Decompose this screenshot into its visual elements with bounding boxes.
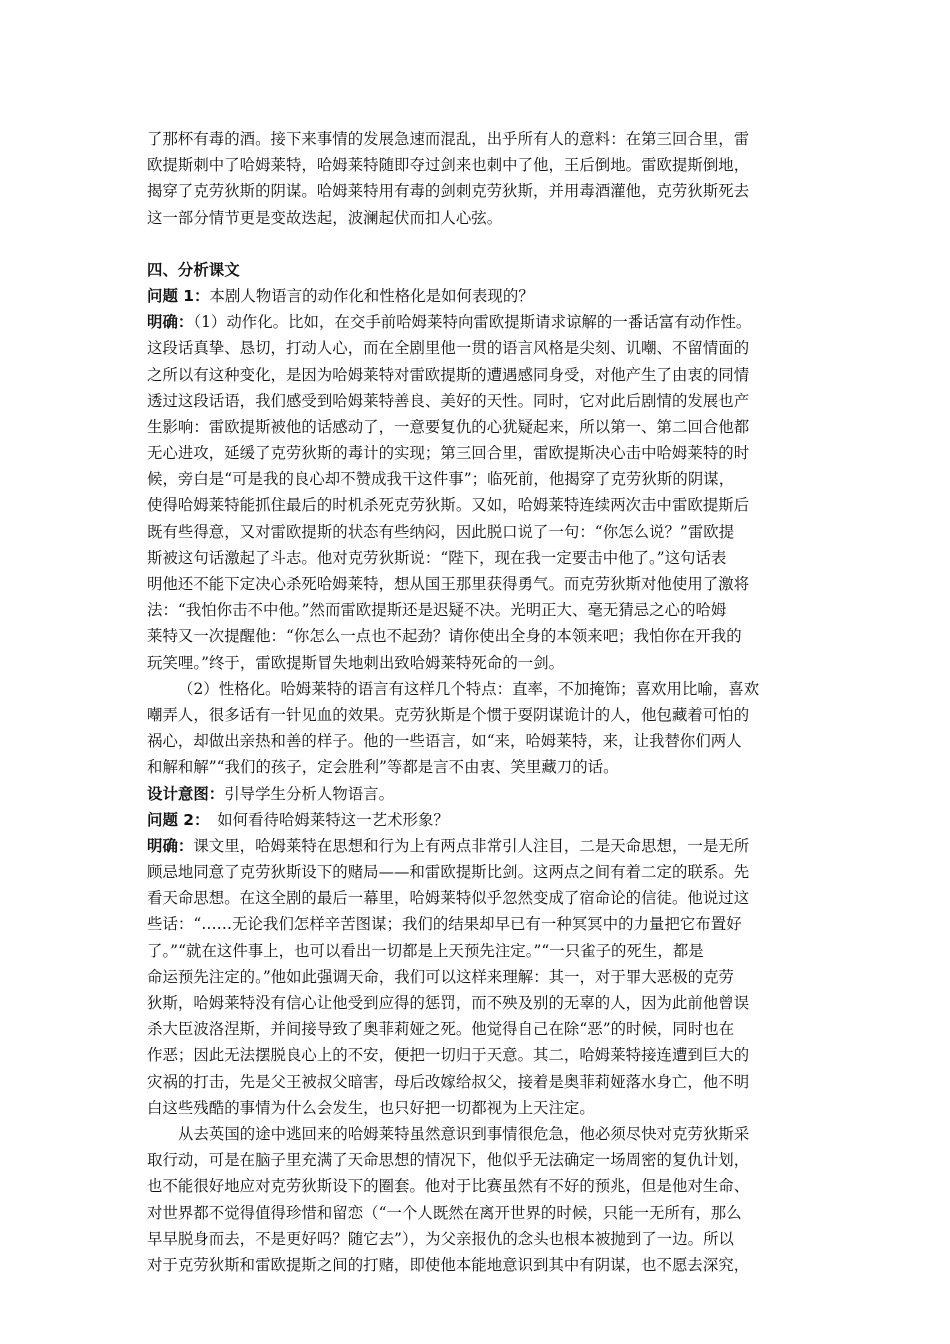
answer-1-first-line (147, 309, 803, 335)
question-2-text: 如何看待哈姆莱特这一艺术形象？ (201, 810, 449, 829)
answer-1-p2-line: 和解和解”“我们的孩子，定会胜利”等都是言不由衷、笑里藏刀的话。 (147, 758, 619, 777)
answer-2-p2-line: 对于克劳狄斯和雷欧提斯之间的打赌，即使他本能地意识到其中有阴谋，也不愿去深究， (147, 1255, 750, 1274)
answer-2-p2-line: 从去英国的途中逃回来的哈姆莱特虽然意识到事情很危急，他必须尽快对克劳狄斯采 (178, 1124, 750, 1143)
section-title: 四、分析课文 (147, 260, 240, 279)
answer-1-line: 透过这段话语，我们感受到哈姆莱特善良、美好的天性。同时，它对此后剧情的发展也产 (147, 391, 750, 410)
answer-2-line: 杀大臣波洛涅斯，并间接导致了奥菲莉娅之死。他觉得自己在除“恶”的时候，同时也在 (147, 1020, 735, 1039)
answer-2-first-text: 课文里，哈姆莱特在思想和行为上有两点非常引人注目，二是天命思想，一是无所 (193, 836, 750, 855)
answer-2-line: 些话：“……无论我们怎样辛苦图谋；我们的结果却早已有一种冥冥中的力量把它布置好 (147, 915, 742, 934)
answer-1-line: 生影响：雷欧提斯被他的话感动了，一意要复仇的心犹疑起来，所以第一、第二回合他都 (147, 417, 750, 436)
intro-line: 这一部分情节更是变故迭起，波澜起伏而扣人心弦。 (147, 208, 503, 227)
intro-line: 欧提斯刺中了哈姆莱特，哈姆莱特随即夺过剑来也刺中了他，王后倒地。雷欧提斯倒地， (147, 156, 750, 175)
answer-1-line: 无心进攻，延缓了克劳狄斯的毒计的实现；第三回合里，雷欧提斯决心击中哈姆莱特的时 (147, 444, 750, 463)
answer-1-p2-line: 嘲弄人，很多话有一针见血的效果。克劳狄斯是个惯于耍阴谋诡计的人，他包藏着可怕的 (147, 705, 750, 724)
answer-2-line: 白这些残酷的事情为什么会发生，也只好把一切都视为上天注定。 (147, 1098, 595, 1117)
question-2-label: 问题 2： (147, 810, 202, 829)
answer-2 (147, 833, 803, 1278)
intro-line: 了那杯有毒的酒。接下来事情的发展急速而混乱，出乎所有人的意料：在第三回合里，雷 (147, 130, 750, 148)
answer-1-p2-line: 祸心，却做出亲热和善的样子。他的一些语言，如“来，哈姆莱特，来，让我替你们两人 (147, 732, 742, 751)
question-2 (147, 807, 803, 833)
answer-2-p2-line: 对世界都不觉得值得珍惜和留恋（“一个人既然在离开世界的时候，只能一无所有，那么 (147, 1203, 742, 1222)
design-intent (147, 781, 803, 807)
answer-1-line: 法：“我怕你击不中他。”然而雷欧提斯还是迟疑不决。光明正大、毫无猜忌之心的哈姆 (147, 601, 727, 620)
question-1-text: 本剧人物语言的动作化和性格化是如何表现的？ (209, 286, 534, 305)
answer-2-label: 明确： (147, 836, 194, 855)
answer-1 (147, 309, 803, 780)
answer-1-line: 使得哈姆莱特能抓住最后的时机杀死克劳狄斯。又如，哈姆莱特连续两次击中雷欧提斯后 (147, 496, 750, 515)
answer-2-p2-line: 取行动，可是在脑子里充满了天命思想的情况下，他似乎无法确定一场周密的复仇计划， (147, 1151, 750, 1170)
answer-2-line: 顾忌地同意了克劳狄斯设下的赌局——和雷欧提斯比剑。这两点之间有着二定的联系。先 (147, 863, 750, 882)
question-1-label: 问题 1： (147, 286, 210, 305)
answer-1-line: 玩笑哩。”终于，雷欧提斯冒失地刺出致哈姆莱特死命的一剑。 (147, 653, 565, 672)
answer-1-line: 这段话真挚、恳切，打动人心，而在全剧里他一贯的语言风格是尖刻、讥嘲、不留情面的 (147, 339, 750, 358)
design-intent-text: 引导学生分析人物语言。 (224, 784, 395, 803)
design-intent-label: 设计意图： (147, 784, 225, 803)
answer-1-line: 之所以有这种变化，是因为哈姆莱特对雷欧提斯的遭遇感同身受，对他产生了由衷的同情 (147, 365, 750, 384)
question-1 (147, 283, 803, 309)
intro-line: 揭穿了克劳狄斯的阴谋。哈姆莱特用有毒的剑刺克劳狄斯，并用毒酒灌他，克劳狄斯死去 (147, 182, 750, 201)
answer-1-line: 明他还不能下定决心杀死哈姆莱特，想从国王那里获得勇气。而克劳狄斯对他使用了激将 (147, 575, 750, 593)
answer-1-label: 明确： (147, 313, 194, 332)
answer-1-line: 候，旁白是“可是我的良心却不赞成我干这件事”；临死前，他揭穿了克劳狄斯的阴谋， (147, 470, 735, 489)
answer-1-p2-line: （2）性格化。哈姆莱特的语言有这样几个特点：直率，不加掩饰；喜欢用比喻，喜欢 (178, 679, 760, 698)
answer-1-line: 斯被这句话激起了斗志。他对克劳狄斯说：“陛下，现在我一定要击中他了。”这句话表 (147, 548, 727, 567)
answer-2-p2-line: 也不能很好地应对克劳狄斯设下的圈套。他对于比赛虽然有不好的预兆，但是他对生命、 (147, 1177, 750, 1196)
spacer (147, 231, 803, 257)
answer-2-line: 命运预先注定的。”他如此强调天命，我们可以这样来理解：其一，对于罪大恶极的克劳 (147, 967, 734, 986)
intro-paragraph (147, 126, 803, 231)
answer-1-line: 莱特又一次提醒他：“你怎么一点也不起劲？请你使出全身的本领来吧；我怕你在开我的 (147, 627, 742, 646)
answer-1-line: 既有些得意，又对雷欧提斯的状态有些纳闷，因此脱口说了一句：“你怎么说？”雷欧提 (147, 522, 735, 541)
answer-1-first-text: （1）动作化。比如，在交手前哈姆莱特向雷欧提斯请求谅解的一番话富有动作性。 (193, 313, 752, 332)
answer-2-line: 狄斯，哈姆莱特没有信心让他受到应得的惩罚，而不殃及别的无辜的人，因为此前他曾误 (147, 994, 750, 1012)
answer-2-line: 作恶；因此无法摆脱良心上的不安，便把一切归于天意。其二，哈姆莱特接连遭到巨大的 (147, 1046, 750, 1065)
answer-2-line: 灾祸的打击，先是父王被叔父暗害，母后改嫁给叔父，接着是奥菲莉娅落水身亡，他不明 (147, 1072, 750, 1091)
answer-2-line: 了。”“就在这件事上，也可以看出一切都是上天预先注定。”“一只雀子的死生，都是 (147, 941, 704, 960)
answer-2-first-line (147, 833, 803, 859)
answer-2-p2-line: 早早脱身而去，不是更好吗？随它去”），为父亲报仇的念头也根本被抛到了一边。所以 (147, 1229, 734, 1248)
document-page (147, 126, 803, 1278)
answer-2-line: 看天命思想。在这全剧的最后一幕里，哈姆莱特似乎忽然变成了宿命论的信徒。他说过这 (147, 889, 750, 908)
